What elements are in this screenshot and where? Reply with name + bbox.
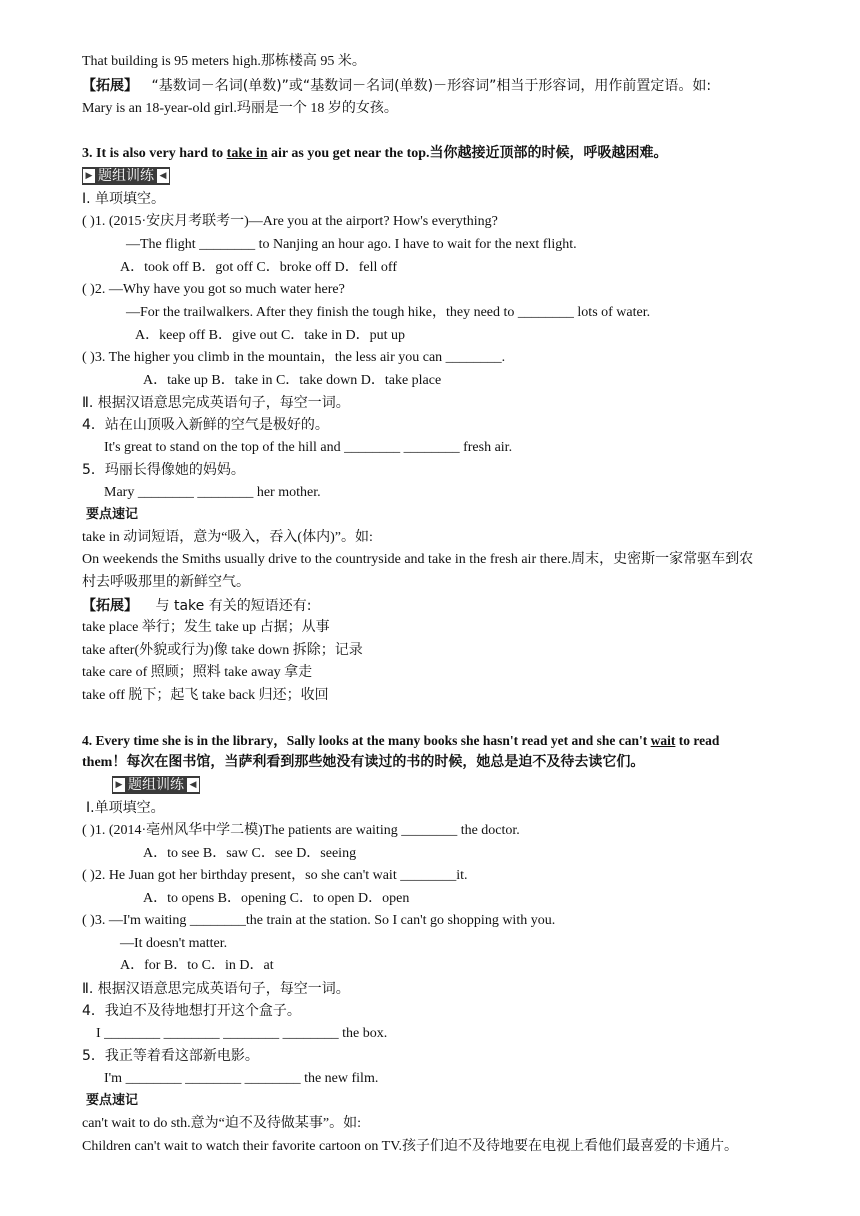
translation-blank: I'm ________ ________ ________ the new film. — [104, 1071, 379, 1086]
exercise-tag — [112, 776, 200, 794]
part-heading: Ⅱ. 根据汉语意思完成英语句子，每空一词。 — [82, 981, 350, 997]
question: ( )3. The higher you climb in the mountain，the less air you can ________. — [82, 350, 506, 365]
phrase-list-item: take after(外貌或行为)像 take down 拆除；记录 — [82, 643, 363, 658]
part-heading: Ⅰ.单项填空。 — [86, 800, 165, 816]
answer-options: A．keep off B．give out C．take in D．put up — [135, 328, 405, 343]
extension-text: “基数词－名词(单数)”或“基数词－名词(单数)－形容词”相当于形容词，用作前置定语。如: — [151, 78, 712, 94]
part-heading: Ⅱ. 根据汉语意思完成英语句子，每空一词。 — [82, 395, 350, 411]
translation-prompt: 4．我迫不及待地想打开这个盒子。 — [82, 1003, 301, 1019]
extension-text: 与 take 有关的短语还有: — [155, 598, 312, 614]
play-right-icon: ▶ — [83, 169, 95, 183]
point-heading-line: them！每次在图书馆，当萨利看到那些她没有读过的书的时候，她总是迫不及待去读它们。 — [82, 755, 645, 770]
phrase-list-item: take care of 照顾；照料 take away 拿走 — [82, 665, 313, 680]
heading-underlined: take in — [226, 146, 268, 161]
question-line: —For the trailwalkers. After they finish the tough hike，they need to ________ lots of water. — [126, 305, 651, 320]
key-point-text: 村去呼吸那里的新鲜空气。 — [82, 575, 250, 590]
question: ( )2. He Juan got her birthday present，so she can't wait ________it. — [82, 868, 468, 883]
key-points-heading: 要点速记 — [86, 507, 139, 522]
question-line: —The flight ________ to Nanjing an hour ago. I have to wait for the next flight. — [126, 237, 577, 252]
question: ( )3. —I'm waiting ________the train at the station. So I can't go shopping with you. — [82, 913, 556, 928]
question-line: —It doesn't matter. — [120, 936, 228, 951]
extension-tag: 【拓展】 — [82, 78, 138, 94]
extension-note — [82, 77, 711, 96]
example-sentence: That building is 95 meters high.那栋楼高 95 米。 — [82, 54, 366, 69]
answer-options: A．took off B．got off C．broke off D．fell off — [120, 260, 397, 275]
key-point-text: Children can't wait to watch their favorite cartoon on TV.孩子们迫不及待地要在电视上看他们最喜爱的卡通片。 — [82, 1139, 739, 1154]
key-points-heading: 要点速记 — [86, 1093, 139, 1108]
heading-text: air as you get near the top.当你越接近顶部的时候，呼吸越困难。 — [267, 146, 668, 161]
answer-options: A．for B．to C．in D．at — [120, 958, 274, 973]
extension-note — [82, 597, 311, 616]
answer-options: A．to opens B．opening C．to open D．open — [143, 891, 410, 906]
question: ( )1. (2015·安庆月考联考一)—Are you at the airport? How's everything? — [82, 214, 498, 229]
key-point-text: On weekends the Smiths usually drive to the countryside and take in the fresh air there.周末，史密斯一家常驱车到农 — [82, 552, 754, 567]
play-left-icon: ◀ — [187, 778, 199, 792]
translation-blank: It's great to stand on the top of the hill and ________ ________ fresh air. — [104, 440, 513, 455]
translation-prompt: 5．我正等着看这部新电影。 — [82, 1048, 259, 1064]
question: ( )1. (2014·亳州风华中学二模)The patients are waiting ________ the doctor. — [82, 823, 520, 838]
point-heading — [82, 732, 719, 750]
heading-underlined: wait — [650, 733, 676, 748]
translation-blank: Mary ________ ________ her mother. — [104, 485, 321, 500]
extension-tag: 【拓展】 — [82, 598, 138, 614]
example-sentence: Mary is an 18-year-old girl.玛丽是一个 18 岁的女孩。 — [82, 101, 398, 116]
translation-prompt: 5．玛丽长得像她的妈妈。 — [82, 462, 245, 478]
phrase-list-item: take off 脱下；起飞 take back 归还；收回 — [82, 688, 329, 703]
answer-options: A．take up B．take in C．take down D．take place — [143, 373, 442, 388]
translation-blank: I ________ ________ ________ ________ the box. — [96, 1026, 388, 1041]
translation-prompt: 4．站在山顶吸入新鲜的空气是极好的。 — [82, 417, 329, 433]
key-point-text: can't wait to do sth.意为“迫不及待做某事”。如: — [82, 1116, 361, 1131]
key-point-text: take in 动词短语，意为“吸入，吞入(体内)”。如: — [82, 530, 373, 545]
exercise-tag-label: 题组训练 — [98, 168, 154, 184]
play-left-icon: ◀ — [157, 169, 169, 183]
phrase-list-item: take place 举行；发生 take up 占据；从事 — [82, 620, 330, 635]
heading-text: 3. It is also very hard to — [82, 146, 227, 161]
question: ( )2. —Why have you got so much water here? — [82, 282, 345, 297]
play-right-icon: ▶ — [113, 778, 125, 792]
heading-text: to read — [675, 733, 720, 748]
exercise-tag — [82, 167, 170, 185]
exercise-tag-label: 题组训练 — [128, 777, 184, 793]
point-heading — [82, 145, 668, 163]
part-heading: Ⅰ. 单项填空。 — [82, 191, 166, 207]
answer-options: A．to see B．saw C．see D．seeing — [143, 846, 357, 861]
heading-text: 4. Every time she is in the library，Sally looks at the many books she hasn't read yet and she can't — [82, 733, 651, 748]
